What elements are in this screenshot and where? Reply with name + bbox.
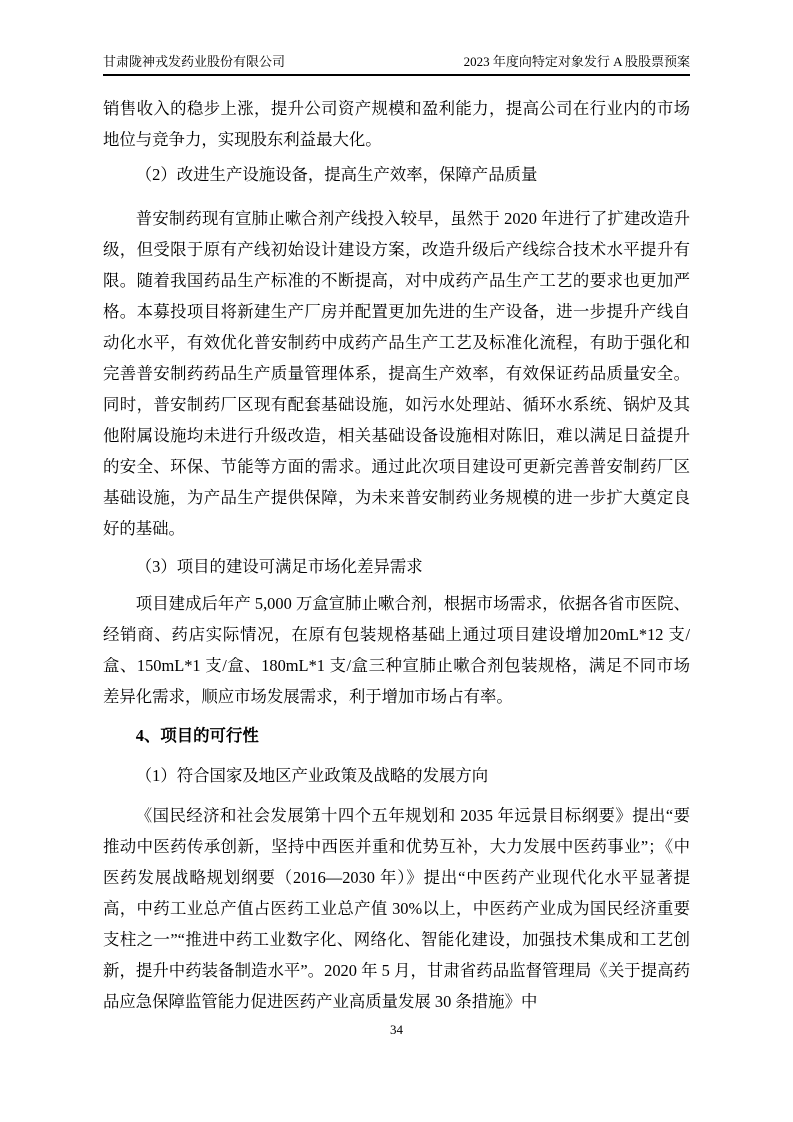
page-number: 34 bbox=[390, 1022, 403, 1037]
paragraph: 项目建成后年产 5,000 万盒宣肺止嗽合剂，根据市场需求，依据各省市医院、经销商、药店实际情况，在原有包装规格基础上通过项目建设增加20mL*12 支/盒、150mL*1 支/盒、180mL*1 支/盒三种宣肺止嗽合剂包装规格，满足不同市场差异化需求，顺应市场发展需求，利于增加市场占有率。 bbox=[103, 594, 690, 706]
paragraph: 普安制药现有宣肺止嗽合剂产线投入较早，虽然于 2020 年进行了扩建改造升级，但受限于原有产线初始设计建设方案，改造升级后产线综合技术水平提升有限。随着我国药品生产标准的不断提高，对中成药产品生产工艺的要求也更加严格。本募投项目将新建生产厂房并配置更加先进的生产设备，进一步提升产线自动化水平，有效优化普安制药中成药产品生产工艺及标准化流程，有助于强化和完善普安制药药品生产质量管理体系，提高生产效率，有效保证药品质量安全。同时，普安制药厂区现有配套基础设施，如污水处理站、循环水系统、锅炉及其他附属设施均未进行升级改造，相关基础设备设施相对陈旧，难以满足日益提升的安全、环保、节能等方面的需求。通过此次项目建设可更新完善普安制药厂区基础设施，为产品生产提供保障，为未来普安制药业务规模的进一步扩大奠定良好的基础。 bbox=[103, 209, 690, 538]
header-company-name: 甘肃陇神戎发药业股份有限公司 bbox=[103, 54, 286, 69]
section-subheading-1: （1）符合国家及地区产业政策及战略的发展方向 bbox=[135, 766, 489, 785]
paragraph-continuation: 销售收入的稳步上涨，提升公司资产规模和盈利能力，提高公司在行业内的市场地位与竞争力，实现股东利益最大化。 bbox=[103, 99, 690, 149]
document-body bbox=[103, 93, 690, 1017]
section-subheading-3: （3）项目的建设可满足市场化差异需求 bbox=[135, 557, 423, 576]
page-header bbox=[103, 53, 690, 76]
section-heading-4: 4、项目的可行性 bbox=[135, 726, 259, 745]
header-document-title: 2023 年度向特定对象发行 A 股股票预案 bbox=[463, 54, 690, 69]
section-subheading-2: （2）改进生产设施设备，提高生产效率，保障产品质量 bbox=[135, 165, 538, 184]
page-footer bbox=[0, 1022, 793, 1038]
paragraph: 《国民经济和社会发展第十四个五年规划和 2035 年远景目标纲要》提出“要推动中医药传承创新，坚持中西医并重和优势互补，大力发展中医药事业”；《中医药发展战略规划纲要（2016—2030 年）》提出“中医药产业现代化水平显著提高，中药工业总产值占医药工业总产值 30%以上，中医药产业成为国民经济重要支柱之一”“推进中药工业数字化、网络化、智能化建设，加强技术集成和工艺创新，提升中药装备制造水平”。2020 年 5 月，甘肃省药品监督管理局《关于提高药品应急保障监管能力促进医药产业高质量发展 30 条措施》中 bbox=[103, 806, 690, 1011]
